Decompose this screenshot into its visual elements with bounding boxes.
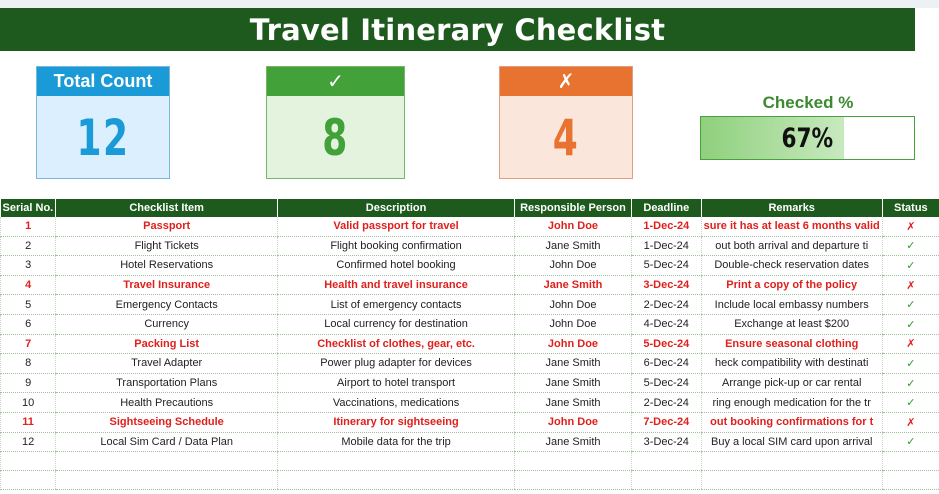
item-cell[interactable]: Sightseeing Schedule — [56, 412, 278, 432]
deadline-cell[interactable]: 5-Dec-24 — [631, 256, 701, 276]
table-row — [1, 432, 939, 452]
page-title: Travel Itinerary Checklist — [0, 8, 915, 51]
status-cell[interactable]: ✓ — [882, 256, 939, 276]
serial-cell[interactable]: 9 — [1, 373, 56, 393]
remarks-cell[interactable]: Include local embassy numbers — [701, 295, 882, 315]
table-row — [1, 334, 939, 354]
table-row — [1, 354, 939, 374]
serial-cell[interactable]: 6 — [1, 314, 56, 334]
description-cell[interactable]: Checklist of clothes, gear, etc. — [278, 334, 515, 354]
table-row — [1, 275, 939, 295]
total-count-label: Total Count — [37, 67, 169, 96]
empty-cell[interactable] — [882, 471, 939, 490]
status-cell[interactable]: ✗ — [882, 334, 939, 354]
table-row — [1, 373, 939, 393]
serial-cell[interactable]: 10 — [1, 393, 56, 413]
person-cell[interactable]: Jane Smith — [515, 236, 632, 256]
header-remarks[interactable]: Remarks — [701, 199, 882, 217]
total-count-value: 12 — [76, 109, 130, 167]
checked-percent-value: 67% — [781, 122, 834, 154]
header-deadline[interactable]: Deadline — [631, 199, 701, 217]
empty-cell[interactable] — [701, 452, 882, 471]
checked-percent-label: Checked % — [762, 93, 854, 112]
deadline-cell[interactable]: 5-Dec-24 — [631, 334, 701, 354]
person-cell[interactable]: John Doe — [515, 295, 632, 315]
description-cell[interactable]: Power plug adapter for devices — [278, 354, 515, 374]
status-cell[interactable]: ✓ — [882, 314, 939, 334]
status-cell[interactable]: ✗ — [882, 275, 939, 295]
header-description[interactable]: Description — [278, 199, 515, 217]
empty-cell[interactable] — [1, 471, 56, 490]
table-row — [1, 314, 939, 334]
status-cell[interactable]: ✗ — [882, 217, 939, 236]
deadline-cell[interactable]: 5-Dec-24 — [631, 373, 701, 393]
item-cell[interactable]: Hotel Reservations — [56, 256, 278, 276]
person-cell[interactable]: John Doe — [515, 217, 632, 236]
empty-cell[interactable] — [631, 452, 701, 471]
item-cell[interactable]: Transportation Plans — [56, 373, 278, 393]
remarks-cell[interactable]: Exchange at least $200 — [701, 314, 882, 334]
deadline-cell[interactable]: 3-Dec-24 — [631, 432, 701, 452]
table-row — [1, 412, 939, 432]
checklist-table — [0, 199, 939, 490]
table-row — [1, 236, 939, 256]
item-cell[interactable]: Travel Adapter — [56, 354, 278, 374]
table-row — [1, 295, 939, 315]
empty-cell[interactable] — [631, 471, 701, 490]
description-cell[interactable]: Valid passport for travel — [278, 217, 515, 236]
description-cell[interactable]: Confirmed hotel booking — [278, 256, 515, 276]
empty-cell[interactable] — [515, 452, 632, 471]
serial-cell[interactable]: 3 — [1, 256, 56, 276]
empty-cell[interactable] — [515, 471, 632, 490]
empty-cell[interactable] — [1, 452, 56, 471]
remarks-cell[interactable]: Double-check reservation dates — [701, 256, 882, 276]
total-count-card — [36, 66, 170, 179]
deadline-cell[interactable]: 3-Dec-24 — [631, 275, 701, 295]
serial-cell[interactable]: 4 — [1, 275, 56, 295]
serial-cell[interactable]: 2 — [1, 236, 56, 256]
remarks-cell[interactable]: Buy a local SIM card upon arrival — [701, 432, 882, 452]
remarks-cell[interactable]: Arrange pick-up or car rental — [701, 373, 882, 393]
deadline-cell[interactable]: 7-Dec-24 — [631, 412, 701, 432]
person-cell[interactable]: Jane Smith — [515, 432, 632, 452]
person-cell[interactable]: John Doe — [515, 412, 632, 432]
description-cell[interactable]: Flight booking confirmation — [278, 236, 515, 256]
deadline-cell[interactable]: 6-Dec-24 — [631, 354, 701, 374]
empty-cell[interactable] — [701, 471, 882, 490]
person-cell[interactable]: John Doe — [515, 334, 632, 354]
description-cell[interactable]: Vaccinations, medications — [278, 393, 515, 413]
serial-cell[interactable]: 7 — [1, 334, 56, 354]
unchecked-count-card — [499, 66, 633, 179]
person-cell[interactable]: John Doe — [515, 256, 632, 276]
serial-cell[interactable]: 12 — [1, 432, 56, 452]
header-checklist-item[interactable]: Checklist Item — [56, 199, 278, 217]
remarks-cell[interactable]: Ensure seasonal clothing — [701, 334, 882, 354]
item-cell[interactable]: Travel Insurance — [56, 275, 278, 295]
serial-cell[interactable]: 1 — [1, 217, 56, 236]
table-row — [1, 256, 939, 276]
deadline-cell[interactable]: 4-Dec-24 — [631, 314, 701, 334]
empty-cell[interactable] — [882, 452, 939, 471]
unchecked-count-value: 4 — [552, 109, 580, 167]
sheet-top-strip — [0, 0, 939, 8]
status-cell[interactable]: ✓ — [882, 295, 939, 315]
item-cell[interactable]: Health Precautions — [56, 393, 278, 413]
deadline-cell[interactable]: 1-Dec-24 — [631, 236, 701, 256]
empty-row — [1, 471, 939, 490]
description-cell[interactable]: Mobile data for the trip — [278, 432, 515, 452]
remarks-cell[interactable]: out both arrival and departure ti — [701, 236, 882, 256]
status-cell[interactable]: ✓ — [882, 432, 939, 452]
status-cell[interactable]: ✓ — [882, 354, 939, 374]
description-cell[interactable]: Itinerary for sightseeing — [278, 412, 515, 432]
remarks-cell[interactable]: Print a copy of the policy — [701, 275, 882, 295]
item-cell[interactable]: Currency — [56, 314, 278, 334]
header-responsible-person[interactable]: Responsible Person — [515, 199, 632, 217]
check-mark-icon: ✓ — [267, 67, 404, 96]
remarks-cell[interactable]: sure it has at least 6 months valid — [701, 217, 882, 236]
person-cell[interactable]: Jane Smith — [515, 275, 632, 295]
deadline-cell[interactable]: 2-Dec-24 — [631, 393, 701, 413]
header-serial-no[interactable]: Serial No. — [1, 199, 56, 217]
person-cell[interactable]: Jane Smith — [515, 373, 632, 393]
person-cell[interactable]: Jane Smith — [515, 393, 632, 413]
item-cell[interactable]: Packing List — [56, 334, 278, 354]
remarks-cell[interactable]: heck compatibility with destinati — [701, 354, 882, 374]
status-cell[interactable]: ✓ — [882, 373, 939, 393]
checked-count-value: 8 — [322, 109, 349, 167]
checked-percent-bar — [700, 116, 915, 160]
remarks-cell[interactable]: ring enough medication for the tr — [701, 393, 882, 413]
table-body — [1, 217, 939, 490]
empty-cell[interactable] — [278, 471, 515, 490]
item-cell[interactable]: Local Sim Card / Data Plan — [56, 432, 278, 452]
empty-cell[interactable] — [56, 452, 278, 471]
remarks-cell[interactable]: out booking confirmations for t — [701, 412, 882, 432]
description-cell[interactable]: Airport to hotel transport — [278, 373, 515, 393]
empty-cell[interactable] — [56, 471, 278, 490]
description-cell[interactable]: Local currency for destination — [278, 314, 515, 334]
status-cell[interactable]: ✓ — [882, 236, 939, 256]
status-cell[interactable]: ✓ — [882, 393, 939, 413]
table-row — [1, 393, 939, 413]
serial-cell[interactable]: 8 — [1, 354, 56, 374]
deadline-cell[interactable]: 1-Dec-24 — [631, 217, 701, 236]
deadline-cell[interactable]: 2-Dec-24 — [631, 295, 701, 315]
status-cell[interactable]: ✗ — [882, 412, 939, 432]
description-cell[interactable]: List of emergency contacts — [278, 295, 515, 315]
checked-count-card — [266, 66, 405, 179]
table-row — [1, 217, 939, 236]
serial-cell[interactable]: 5 — [1, 295, 56, 315]
cross-mark-icon: ✗ — [500, 67, 632, 96]
description-cell[interactable]: Health and travel insurance — [278, 275, 515, 295]
person-cell[interactable]: Jane Smith — [515, 354, 632, 374]
item-cell[interactable]: Passport — [56, 217, 278, 236]
empty-cell[interactable] — [278, 452, 515, 471]
empty-row — [1, 452, 939, 471]
header-status[interactable]: Status — [882, 199, 939, 217]
item-cell[interactable]: Flight Tickets — [56, 236, 278, 256]
serial-cell[interactable]: 11 — [1, 412, 56, 432]
item-cell[interactable]: Emergency Contacts — [56, 295, 278, 315]
person-cell[interactable]: John Doe — [515, 314, 632, 334]
table-header-row — [1, 199, 939, 217]
